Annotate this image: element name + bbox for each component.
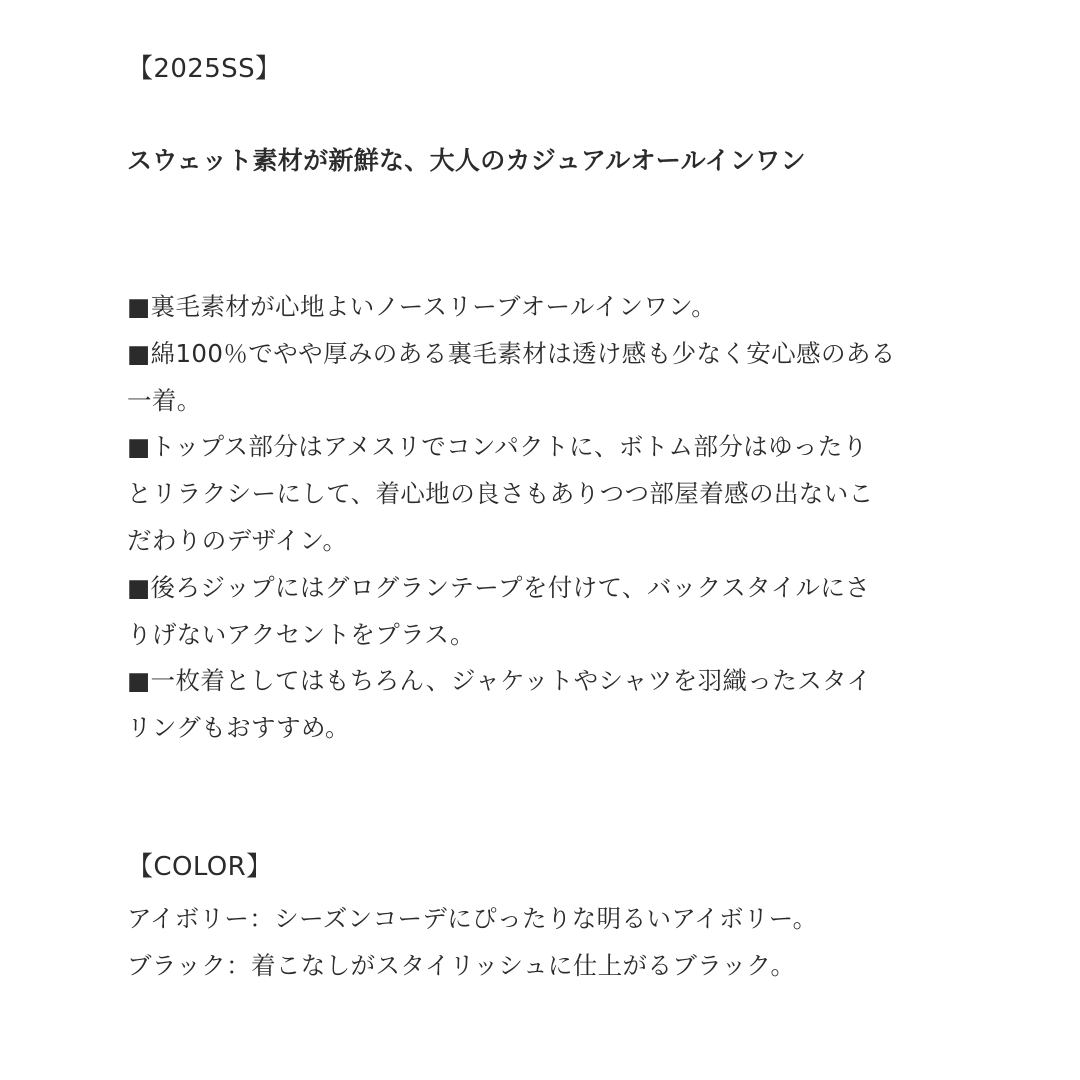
feature-line: だわりのデザイン。 [127, 525, 348, 555]
feature-line: 一着。 [127, 385, 202, 415]
feature-line: リングもおすすめ。 [127, 713, 350, 743]
color-line-ivory: アイボリー：シーズンコーデにぴったりな明るいアイボリー。 [127, 904, 818, 933]
feature-line: ■裏毛素材が心地よいノースリーブオールインワン。 [127, 292, 717, 321]
season-tag: 【2025SS】 [127, 54, 282, 84]
feature-line: ■後ろジップにはグログランテープを付けて、バックスタイルにさ [127, 572, 871, 602]
feature-list [127, 284, 957, 752]
feature-line: ■綿100％でやや厚みのある裏毛素材は透け感も少なく安心感のある [127, 338, 896, 368]
feature-line: りげないアクセントをプラス。 [127, 619, 475, 649]
product-headline: スウェット素材が新鮮な、大人のカジュアルオールインワン [127, 146, 806, 175]
feature-line: ■トップス部分はアメスリでコンパクトに、ボトム部分はゆったり [127, 432, 868, 462]
feature-line: とリラクシーにして、着心地の良さもありつつ部屋着感の出ないこ [127, 479, 874, 509]
color-list [127, 896, 957, 990]
feature-line: ■一枚着としてはもちろん、ジャケットやシャツを羽織ったスタイ [127, 666, 872, 696]
color-heading: 【COLOR】 [127, 852, 273, 882]
color-line-black: ブラック：着こなしがスタイリッシュに仕上がるブラック。 [127, 950, 796, 980]
